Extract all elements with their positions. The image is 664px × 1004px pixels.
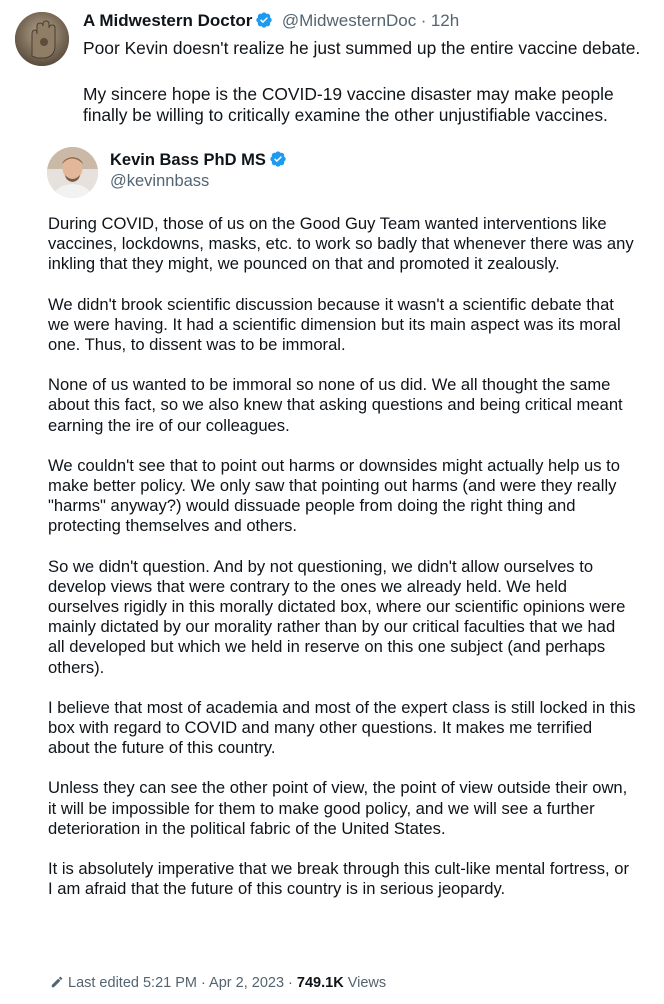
hand-sculpture-icon <box>15 12 69 66</box>
quoted-author-name-row <box>110 150 287 170</box>
quoted-author-handle[interactable]: @kevinnbass <box>110 172 210 190</box>
quoted-author-avatar[interactable] <box>47 147 98 198</box>
portrait-icon <box>47 147 98 198</box>
quoted-paragraph: During COVID, those of us on the Good Guy Team wanted interventions like vaccines, lockdowns, masks, etc. to work so badly that whenever there was any inkling that they might, we pounced on that and promoted it zealously. <box>48 214 634 274</box>
quoted-paragraph: We couldn't see that to point out harms or downsides might actually help us to make better policy. We only saw that pointing out harms (and were they really "harms" anyway?) would dissuade people from doing the right thing and protecting themselves and others. <box>48 455 620 536</box>
tweet-text <box>83 38 658 127</box>
quoted-paragraph: I believe that most of academia and most of the expert class is still locked in this box with regard to COVID and many other questions. It makes me terrified about the future of this country. <box>48 697 636 758</box>
quoted-paragraph: Unless they can see the other point of view, the point of view outside their own, it will be impossible for them to make good policy, and we will see a further deterioration in the political fabric of the United States. <box>48 778 628 838</box>
verified-badge-icon[interactable] <box>269 150 287 168</box>
quoted-paragraph: We didn't brook scientific discussion because it wasn't a scientific debate that we were having. It had a scientific dimension but its main aspect was its moral one. Thus, to dissent was to be immoral. <box>48 294 621 355</box>
author-handle[interactable]: @MidwesternDoc <box>281 11 417 30</box>
tweet-text-line-2: My sincere hope is the COVID-19 vaccine disaster may make people finally be willing to critically examine the other unjustifiable vaccines. <box>83 84 614 126</box>
last-edited-link[interactable]: Last edited 5:21 PM · Apr 2, 2023 · <box>68 975 293 991</box>
quoted-author-name[interactable]: Kevin Bass PhD MS <box>110 151 266 169</box>
quoted-tweet-text <box>48 214 636 899</box>
quoted-paragraph: None of us wanted to be immoral so none of us did. We all thought the same about this fact, so we also knew that asking questions and being critical meant earning the ire of our colleagues. <box>48 375 623 435</box>
separator-dot: · <box>420 11 427 30</box>
tweet-header <box>83 11 459 31</box>
verified-badge-icon[interactable] <box>255 11 273 29</box>
views-label: Views <box>347 975 387 991</box>
tweet-time[interactable]: 12h <box>430 11 460 30</box>
quoted-paragraph: It is absolutely imperative that we break through this cult-like mental fortress, or I am afraid that the future of this country is in serious jeopardy. <box>48 859 630 899</box>
views-count: 749.1K <box>296 975 344 991</box>
pencil-icon <box>50 975 64 989</box>
edit-info-row <box>50 975 386 991</box>
quoted-paragraph: So we didn't question. And by not questioning, we didn't allow ourselves to develop views that were contrary to the ones we already held. We held ourselves rigidly in this morally dictated box, where our scientific opinions were mainly dictated by our morality rather than by our critical faculties that we had all developed but which we held in reserve on this one subject (and perhaps others). <box>48 556 626 677</box>
author-name[interactable]: A Midwestern Doctor <box>83 11 253 30</box>
tweet-text-line-1: Poor Kevin doesn't realize he just summed up the entire vaccine debate. <box>83 38 641 58</box>
author-avatar[interactable] <box>15 12 69 66</box>
